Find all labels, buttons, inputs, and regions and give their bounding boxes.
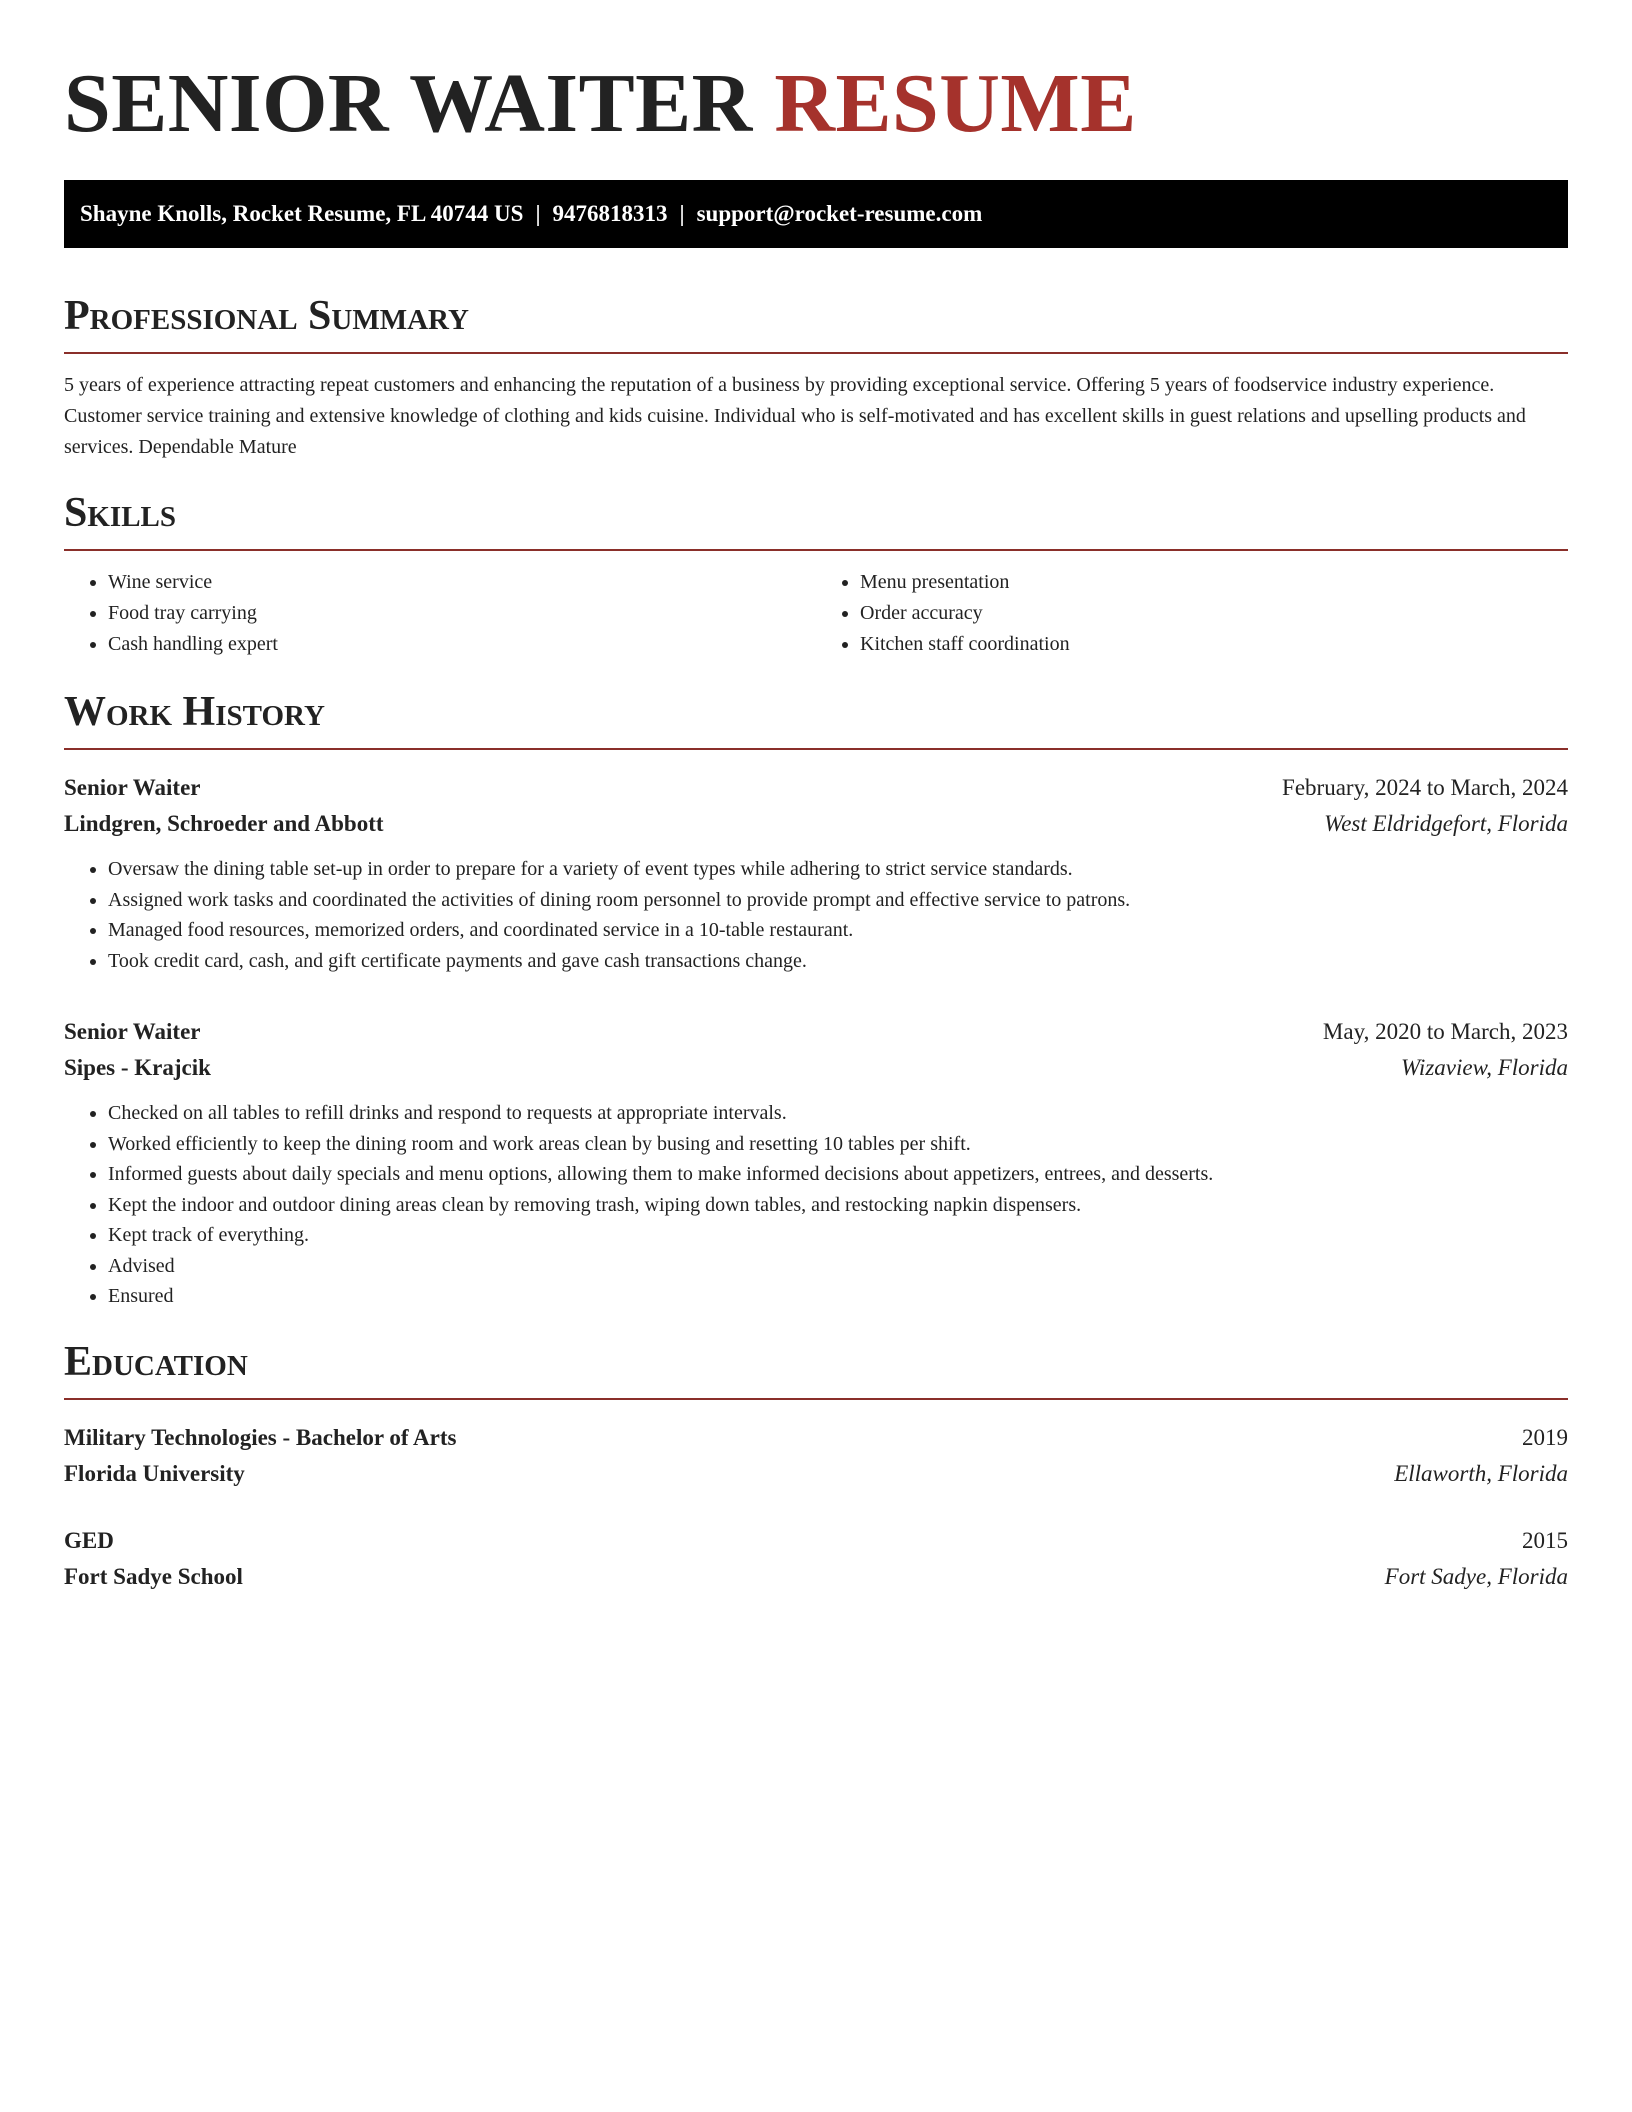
education-degree-row: [64, 1420, 1568, 1456]
job-bullet: • Informed guests about daily specials and menu options, allowing them to make informed decisions about appetizers, entrees, and desserts.: [108, 1159, 1568, 1190]
job-bullet: • Oversaw the dining table set-up in order to prepare for a variety of event types while adhering to strict service standards.: [108, 854, 1568, 885]
job-title: Senior Waiter: [64, 1019, 201, 1044]
education-degree-row: [64, 1523, 1568, 1559]
education-degree: Military Technologies - Bachelor of Arts: [64, 1424, 457, 1450]
job-bullets: [64, 854, 1568, 976]
title-main: SENIOR WAITER: [64, 57, 753, 150]
job-bullet: • Kept track of everything.: [108, 1220, 1568, 1251]
job-entry: [64, 1014, 1568, 1312]
skill-item: • Food tray carrying: [108, 598, 816, 629]
title-accent: RESUME: [774, 57, 1137, 150]
education-school: Fort Sadye School: [64, 1563, 243, 1589]
skill-item: • Menu presentation: [860, 567, 1568, 598]
job-bullet: • Took credit card, cash, and gift certificate payments and gave cash transactions change.: [108, 946, 1568, 977]
job-bullets: [64, 1098, 1568, 1312]
contact-email: support@rocket-resume.com: [696, 201, 983, 226]
contact-address: Shayne Knolls, Rocket Resume, FL 40744 US: [80, 201, 524, 226]
education-year: 2015: [1522, 1527, 1568, 1553]
skills-heading: Skills: [64, 487, 1568, 551]
job-company-row: [64, 1050, 1568, 1086]
job-bullet: • Ensured: [108, 1281, 1568, 1312]
job-bullet: • Checked on all tables to refill drinks and respond to requests at appropriate intervals.: [108, 1098, 1568, 1129]
education-year: 2019: [1522, 1424, 1568, 1450]
job-bullet: • Worked efficiently to keep the dining room and work areas clean by busing and resetting 10 tables per shift.: [108, 1129, 1568, 1160]
job-bullet: • Advised: [108, 1251, 1568, 1282]
job-location: Wizaview, Florida: [1401, 1055, 1568, 1080]
job-bullet: • Kept the indoor and outdoor dining areas clean by removing trash, wiping down tables, and restocking napkin dispensers.: [108, 1190, 1568, 1221]
contact-separator: |: [679, 201, 685, 226]
job-dates: May, 2020 to March, 2023: [1322, 1019, 1568, 1044]
skills-right-column: [816, 567, 1568, 660]
skill-item: • Kitchen staff coordination: [860, 629, 1568, 660]
resume-page: [64, 0, 1568, 1595]
education-location: Fort Sadye, Florida: [1384, 1563, 1568, 1589]
job-company-row: [64, 806, 1568, 842]
skill-item: • Cash handling expert: [108, 629, 816, 660]
job-company: Lindgren, Schroeder and Abbott: [64, 811, 384, 836]
job-dates: February, 2024 to March, 2024: [1282, 775, 1568, 800]
education-school-row: [64, 1456, 1568, 1492]
skills-section: [64, 487, 1568, 660]
job-bullet: • Assigned work tasks and coordinated the activities of dining room personnel to provide prompt and effective service to patrons.: [108, 885, 1568, 916]
education-school-row: [64, 1559, 1568, 1595]
job-company: Sipes - Krajcik: [64, 1055, 211, 1080]
education-entry: [64, 1420, 1568, 1492]
contact-bar: [64, 180, 1568, 248]
education-location: Ellaworth, Florida: [1394, 1460, 1568, 1486]
summary-heading: Professional Summary: [64, 290, 1568, 354]
work-history-section: [64, 686, 1568, 1312]
contact-phone: 9476818313: [552, 201, 668, 226]
job-header-row: [64, 1014, 1568, 1050]
contact-separator: |: [535, 201, 541, 226]
resume-title: [64, 0, 1568, 152]
job-title: Senior Waiter: [64, 775, 201, 800]
job-location: West Eldridgefort, Florida: [1324, 811, 1568, 836]
education-school: Florida University: [64, 1460, 245, 1486]
education-heading: Education: [64, 1336, 1568, 1400]
skills-left-column: [64, 567, 816, 660]
job-entry: [64, 770, 1568, 976]
work-history-heading: Work History: [64, 686, 1568, 750]
education-section: [64, 1336, 1568, 1595]
job-bullet: • Managed food resources, memorized orders, and coordinated service in a 10-table restaurant.: [108, 915, 1568, 946]
skills-grid: [64, 567, 1568, 660]
skill-item: • Wine service: [108, 567, 816, 598]
education-degree: GED: [64, 1527, 114, 1553]
summary-text: 5 years of experience attracting repeat customers and enhancing the reputation of a business by providing exceptional service. Offering 5 years of foodservice industry experience. Customer service training and extensive knowledge of clothing and kids cuisine. Individual who is self-motivated and has excellent skills in guest relations and upselling products and services. Dependable Mature: [64, 374, 1526, 458]
job-header-row: [64, 770, 1568, 806]
skill-item: • Order accuracy: [860, 598, 1568, 629]
summary-section: [64, 290, 1568, 463]
education-entry: [64, 1523, 1568, 1595]
